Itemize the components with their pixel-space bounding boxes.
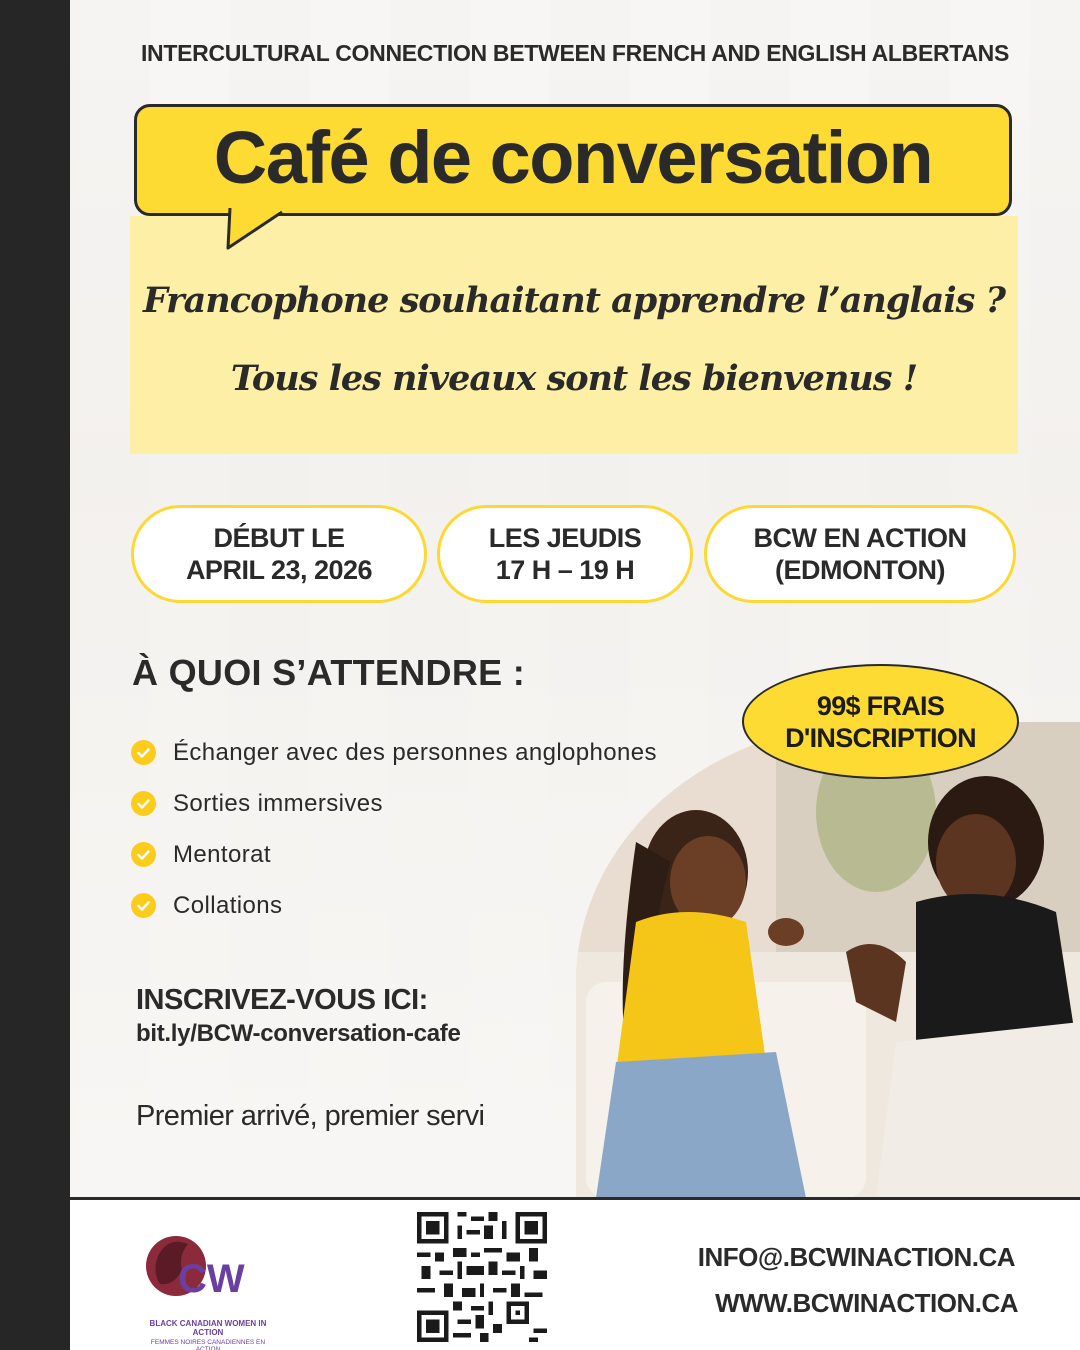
speech-bubble-tail-icon bbox=[222, 208, 292, 254]
list-item-label: Sorties immersives bbox=[173, 789, 383, 817]
check-icon bbox=[131, 791, 156, 816]
header-kicker: INTERCULTURAL CONNECTION BETWEEN FRENCH AND ENGLISH ALBERTANS bbox=[140, 40, 1010, 66]
list-item bbox=[131, 880, 657, 931]
left-dark-bar bbox=[0, 0, 70, 1350]
subtitle-line-1: Francophone souhaitant apprendre l’anglais ? bbox=[142, 280, 1006, 321]
svg-text:CW: CW bbox=[178, 1257, 245, 1301]
qr-code-icon[interactable] bbox=[417, 1212, 547, 1342]
schedule-time: 17 H – 19 H bbox=[495, 555, 635, 585]
bcw-logo-icon bbox=[138, 1226, 278, 1318]
subtitle-line-2: Tous les niveaux sont les bienvenus ! bbox=[230, 358, 918, 399]
list-item bbox=[131, 829, 657, 880]
location-name: BCW EN ACTION bbox=[753, 523, 967, 553]
fee-amount: 99$ FRAIS bbox=[816, 690, 945, 721]
logo-name-en: BLACK CANADIAN WOMEN IN ACTION bbox=[149, 1319, 267, 1337]
schedule-day: LES JEUDIS bbox=[488, 523, 642, 553]
contact-website[interactable]: WWW.BCWINACTION.CA bbox=[715, 1288, 1018, 1318]
logo-name-fr: FEMMES NOIRES CANADIENNES EN ACTION bbox=[150, 1339, 266, 1350]
list-item bbox=[131, 727, 657, 778]
start-date-value: APRIL 23, 2026 bbox=[185, 555, 373, 585]
footer bbox=[70, 1197, 1080, 1350]
first-come-note: Premier arrivé, premier servi bbox=[136, 1100, 485, 1132]
list-item bbox=[131, 778, 657, 829]
check-icon bbox=[131, 842, 156, 867]
location-city: (EDMONTON) bbox=[774, 555, 945, 585]
list-item-label: Échanger avec des personnes anglophones bbox=[173, 738, 657, 766]
location-pill bbox=[704, 505, 1016, 603]
page-title: Café de conversation bbox=[213, 116, 933, 199]
schedule-pill bbox=[437, 505, 693, 603]
list-item-label: Collations bbox=[173, 891, 283, 919]
expectations-heading: À QUOI S’ATTENDRE : bbox=[132, 652, 526, 693]
check-icon bbox=[131, 893, 156, 918]
title-speech-bubble bbox=[134, 104, 1012, 216]
registration-label: INSCRIVEZ-VOUS ICI: bbox=[136, 984, 428, 1016]
start-date-pill bbox=[131, 505, 427, 603]
registration-link[interactable]: bit.ly/BCW-conversation-cafe bbox=[136, 1020, 461, 1047]
list-item-label: Mentorat bbox=[173, 840, 271, 868]
fee-label: D'INSCRIPTION bbox=[785, 722, 976, 753]
check-icon bbox=[131, 740, 156, 765]
contact-email[interactable]: INFO@.BCWINACTION.CA bbox=[697, 1242, 1015, 1272]
bcw-logo bbox=[138, 1226, 278, 1350]
registration-fee-badge bbox=[742, 664, 1019, 779]
start-date-label: DÉBUT LE bbox=[213, 523, 345, 553]
expectations-list bbox=[131, 727, 657, 931]
